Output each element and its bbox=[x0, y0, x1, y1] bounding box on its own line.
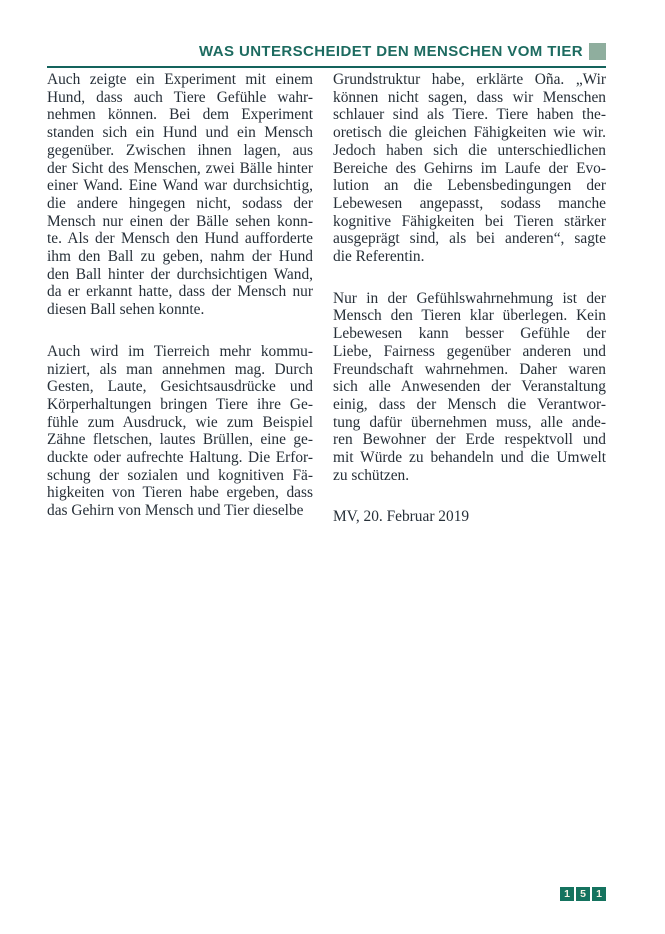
text-line: einig, dass der Mensch die Verantwor- bbox=[333, 395, 606, 413]
text-line: Freundschaft wahrnehmen. Daher waren bbox=[333, 360, 606, 378]
text-line: Zähne fletschen, lautes Brüllen, eine ge- bbox=[47, 431, 313, 449]
text-line: mit Würde zu behandeln und die Umwelt bbox=[333, 449, 606, 467]
text-column-left bbox=[47, 71, 313, 526]
page-number-box: 1 bbox=[560, 887, 574, 901]
header-row bbox=[47, 41, 606, 61]
paragraph bbox=[47, 71, 313, 319]
text-line: Liebe, Fairness gegenüber anderen und bbox=[333, 342, 606, 360]
text-line: schung der sozialen und kognitiven Fä- bbox=[47, 466, 313, 484]
text-line: Auch wird im Tierreich mehr kommu- bbox=[47, 342, 313, 360]
text-line: Nur in der Gefühlswahrnehmung ist der bbox=[333, 289, 606, 307]
text-line: tung dafür übernehmen muss, alle ande- bbox=[333, 413, 606, 431]
text-line: den Ball hinter der durchsichtigen Wand, bbox=[47, 265, 313, 283]
text-line: Lebewesen angepasst, sodass manche bbox=[333, 194, 606, 212]
text-line: Jedoch haben sich die unterschiedlichen bbox=[333, 141, 606, 159]
text-line: standen sich ein Hund und ein Mensch bbox=[47, 124, 313, 142]
page-number bbox=[560, 887, 606, 901]
text-line: diesen Ball sehen konnte. bbox=[47, 301, 205, 319]
page-title: WAS UNTERSCHEIDET DEN MENSCHEN VOM TIER bbox=[199, 42, 583, 60]
text-line: lution an die Lebensbedingungen der bbox=[333, 177, 606, 195]
header-accent-square bbox=[589, 43, 606, 60]
text-line: Mensch den Tieren klar überlegen. Kein bbox=[333, 307, 606, 325]
text-line: duckte oder aufrechte Haltung. Die Erfor- bbox=[47, 449, 313, 467]
text-line: die andere hingegen nicht, sodass der bbox=[47, 194, 313, 212]
text-line: das Gehirn von Mensch und Tier dieselbe bbox=[47, 502, 304, 520]
text-line: Grundstruktur habe, erklärte Oña. „Wir bbox=[333, 71, 606, 88]
text-line: oretisch die gleichen Fähigkeiten wie wir. bbox=[333, 124, 606, 142]
text-line: Auch zeigte ein Experiment mit einem bbox=[47, 71, 313, 88]
text-line: ren Bewohner der Erde respektvoll und bbox=[333, 431, 606, 449]
text-line: ausgeprägt sind, als bei anderen“, sagte bbox=[333, 230, 606, 248]
text-line: einer Wand. Eine Wand war durchsichtig, bbox=[47, 177, 313, 195]
text-line: niziert, als man annehmen mag. Durch bbox=[47, 360, 313, 378]
text-line: Körperhaltungen bringen Tiere ihre Ge- bbox=[47, 395, 313, 413]
article-body bbox=[47, 71, 606, 526]
text-line: higkeiten von Tieren habe ergeben, dass bbox=[47, 484, 313, 502]
page-number-box: 1 bbox=[592, 887, 606, 901]
text-line: Gesten, Laute, Gesichtsausdrücke und bbox=[47, 378, 313, 396]
text-line: Hund, dass auch Tiere Gefühle wahr- bbox=[47, 88, 313, 106]
paragraph bbox=[47, 343, 313, 520]
text-line: zu schützen. bbox=[333, 466, 410, 484]
text-line: da er erkannt hatte, dass der Mensch nur bbox=[47, 283, 313, 301]
text-line: Mensch nur einen der Bälle sehen konn- bbox=[47, 212, 313, 230]
text-line: te. Als der Mensch den Hund aufforderte bbox=[47, 230, 313, 248]
text-line: fühle zum Ausdruck, wie zum Beispiel bbox=[47, 413, 313, 431]
text-line: schlauer sind als Tiere. Tiere haben the- bbox=[333, 106, 606, 124]
header-rule bbox=[47, 66, 606, 68]
page-number-box: 5 bbox=[576, 887, 590, 901]
text-line: der Sicht des Menschen, zwei Bälle hinter bbox=[47, 159, 313, 177]
dateline: MV, 20. Februar 2019 bbox=[333, 508, 470, 526]
text-line: die Referentin. bbox=[333, 248, 425, 266]
text-line: sich alle Anwesenden der Veranstaltung bbox=[333, 378, 606, 396]
text-line: gegenüber. Zwischen ihnen lagen, aus bbox=[47, 141, 313, 159]
text-line: können nicht sagen, dass wir Menschen bbox=[333, 88, 606, 106]
text-line: nehmen können. Bei dem Experiment bbox=[47, 106, 313, 124]
text-line: ihm den Ball zu geben, nahm der Hund bbox=[47, 248, 313, 266]
paragraph bbox=[333, 71, 606, 266]
paragraph-group bbox=[333, 71, 606, 484]
text-column-right bbox=[333, 71, 606, 526]
text-line: Bereiche des Gehirns im Laufe der Evo- bbox=[333, 159, 606, 177]
text-line: kognitive Fähigkeiten bei Tieren stärker bbox=[333, 212, 606, 230]
page-header bbox=[47, 41, 606, 68]
paragraph bbox=[333, 290, 606, 485]
text-line: Lebewesen kann besser Gefühle der bbox=[333, 325, 606, 343]
